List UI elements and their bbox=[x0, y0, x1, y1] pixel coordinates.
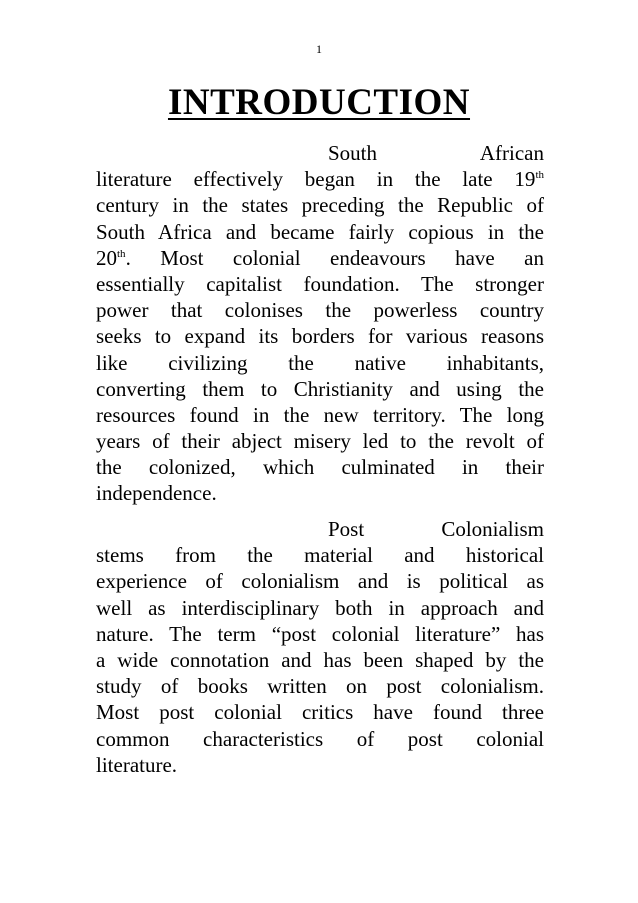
text-line: well as interdisciplinary both in approach and bbox=[96, 595, 544, 620]
text-line: literature. bbox=[96, 752, 178, 777]
text-line: resources found in the new territory. The long bbox=[96, 402, 544, 427]
paragraph-2 bbox=[96, 516, 544, 778]
text-line: stems from the material and historical bbox=[96, 543, 544, 568]
text-line: Most post colonial critics have found three bbox=[96, 700, 544, 725]
page-number: 1 bbox=[316, 42, 322, 56]
text-line: independence. bbox=[96, 481, 217, 506]
text-line: power that colonises the powerless country bbox=[96, 298, 544, 323]
text-line: essentially capitalist foundation. The stronger bbox=[96, 271, 544, 296]
paragraph-1-lead-line bbox=[96, 140, 544, 166]
lead-word: Post bbox=[328, 517, 365, 541]
text-line: converting them to Christianity and using the bbox=[96, 376, 544, 401]
text-line: literature effectively began in the late 19th bbox=[96, 167, 544, 192]
lead-word: African bbox=[479, 141, 544, 165]
lead-word: Colonialism bbox=[441, 517, 544, 541]
text-line: years of their abject misery led to the revolt of bbox=[96, 429, 544, 454]
page-title: INTRODUCTION bbox=[167, 82, 471, 123]
text-line: a wide connotation and has been shaped by the bbox=[96, 647, 544, 672]
text-line: South Africa and became fairly copious in the bbox=[96, 219, 544, 244]
text-line: study of books written on post colonialism. bbox=[96, 674, 544, 699]
text-line: seeks to expand its borders for various reasons bbox=[96, 324, 544, 349]
lead-word: South bbox=[328, 141, 378, 165]
text-line: experience of colonialism and is political as bbox=[96, 569, 544, 594]
text-line: common characteristics of post colonial bbox=[96, 726, 544, 751]
paragraph-2-lead-line bbox=[96, 516, 544, 542]
text-line: 20th. Most colonial endeavours have an bbox=[96, 245, 544, 270]
text-line: nature. The term “post colonial literature” has bbox=[96, 621, 544, 646]
paragraph-1 bbox=[96, 140, 544, 507]
text-line: century in the states preceding the Republic of bbox=[96, 193, 544, 218]
text-line: the colonized, which culminated in their bbox=[96, 455, 544, 480]
text-line: like civilizing the native inhabitants, bbox=[96, 350, 544, 375]
